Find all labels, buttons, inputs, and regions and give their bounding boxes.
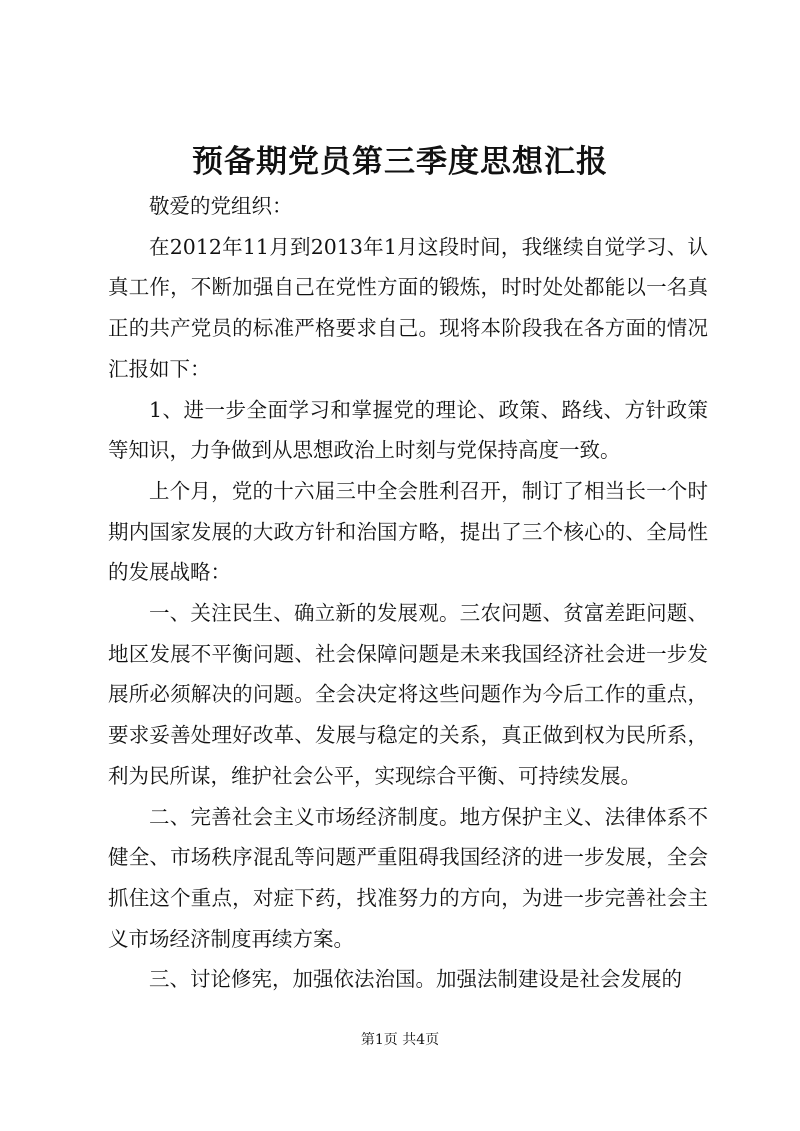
strategy-2-paragraph: 二、完善社会主义市场经济制度。地方保护主义、法律体系不健全、市场秩序混乱等问题严重阻碍我国经济的进一步发展，全会抓住这个重点，对症下药，找准努力的方向，为进一步完善社会主义市场经济制度再续方案。 — [108, 804, 708, 951]
document-title: 预备期党员第三季度思想汇报 — [192, 144, 608, 180]
page-footer: 第1页 共4页 — [360, 1032, 440, 1048]
document-body — [108, 186, 708, 1000]
strategy-1-paragraph: 一、关注民生、确立新的发展观。三农问题、贫富差距问题、地区发展不平衡问题、社会保障问题是未来我国经济社会进一步发展所必须解决的问题。全会决定将这些问题作为今后工作的重点，要求妥善处理好改革、发展与稳定的关系，真正做到权为民所系，利为民所谋，维护社会公平，实现综合平衡、可持续发展。 — [108, 601, 708, 788]
salutation-paragraph: 敬爱的党组织： — [149, 194, 293, 218]
intro-paragraph: 在2012年11月到2013年1月这段时间，我继续自觉学习、认真工作，不断加强自己在党性方面的锻炼，时时处处都能以一名真正的共产党员的标准严格要求自己。现将本阶段我在各方面的情况汇报如下： — [108, 234, 708, 381]
strategy-3-paragraph: 三、讨论修宪，加强依法治国。加强法制建设是社会发展的 — [149, 967, 682, 992]
point-1-paragraph: 1、进一步全面学习和掌握党的理论、政策、路线、方针政策等知识，力争做到从思想政治上时刻与党保持高度一致。 — [108, 397, 708, 463]
plenum-paragraph: 上个月，党的十六届三中全会胜利召开，制订了相当长一个时期内国家发展的大政方针和治国方略，提出了三个核心的、全局性的发展战略： — [108, 478, 708, 585]
